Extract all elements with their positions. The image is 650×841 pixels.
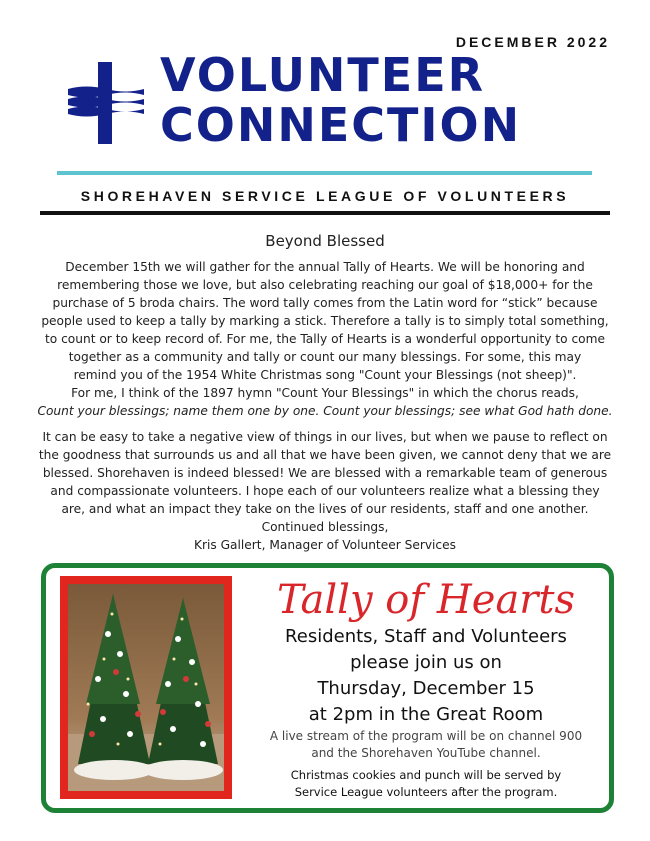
event-title: Tally of Hearts — [276, 577, 576, 623]
article-paragraph-1: December 15th we will gather for the annual Tally of Hearts. We will be honoring and remembering those we love, but also celebrating reaching our goal of $18,000+ for the purchase of 5 broda chairs. The word tally comes from the Latin word for “stick” because people used to keep a tally by marking a stick. Therefore a tally is to simply total something, to count or to keep record of. For me, the Tally of Hearts is a wonderful opportunity to come together as a community and tally or count our many blessings. For some, this may remind you of the 1954 White Christmas song "Count your Blessings (not sheep)". For me, I think of the 1897 hymn "Count Your Blessings" in which the chorus reads, Count your blessings; name them one by one. Count your blessings; see what God hath done. — [37, 260, 613, 418]
cross-waves-icon — [66, 62, 146, 148]
black-divider — [40, 211, 610, 215]
hymn-quote: Count your blessings; name them one by one. Count your blessings; see what God hath done. — [37, 404, 613, 418]
event-stream-info: A live stream of the program will be on channel 900 and the Shorehaven YouTube channel. — [269, 729, 583, 760]
article-paragraph-2: It can be easy to take a negative view of things in our lives, but when we pause to reflect on the goodness that surrounds us and all that we have been given, we cannot deny that we are blessed. Shorehaven is indeed blessed! We are blessed with a remarkable team of generous and compassionate volunteers. I hope each of our volunteers realize what a blessing they are, and what an impact they take on the lives of our residents, staff and one another. Continued blessings, Kris Gallert, Manager of Volunteer Services — [38, 430, 612, 552]
article-body — [30, 258, 620, 554]
christmas-trees-photo — [60, 576, 232, 799]
title-line-2: CONNECTION — [160, 98, 522, 152]
signature: Kris Gallert, Manager of Volunteer Services — [194, 538, 456, 552]
closing: Continued blessings, — [261, 520, 389, 534]
teal-divider — [57, 171, 592, 175]
event-box — [41, 563, 614, 813]
newsletter-title — [160, 50, 521, 150]
event-invite: Residents, Staff and Volunteers please join us on Thursday, December 15 at 2pm in the Great Room — [285, 626, 567, 725]
title-line-1: VOLUNTEER — [160, 48, 486, 102]
event-refreshments: Christmas cookies and punch will be served by Service League volunteers after the program. — [290, 768, 562, 799]
article-title: Beyond Blessed — [265, 232, 385, 250]
issue-date: DECEMBER 2022 — [455, 34, 610, 50]
newsletter-subtitle: SHOREHAVEN SERVICE LEAGUE OF VOLUNTEERS — [80, 188, 570, 204]
